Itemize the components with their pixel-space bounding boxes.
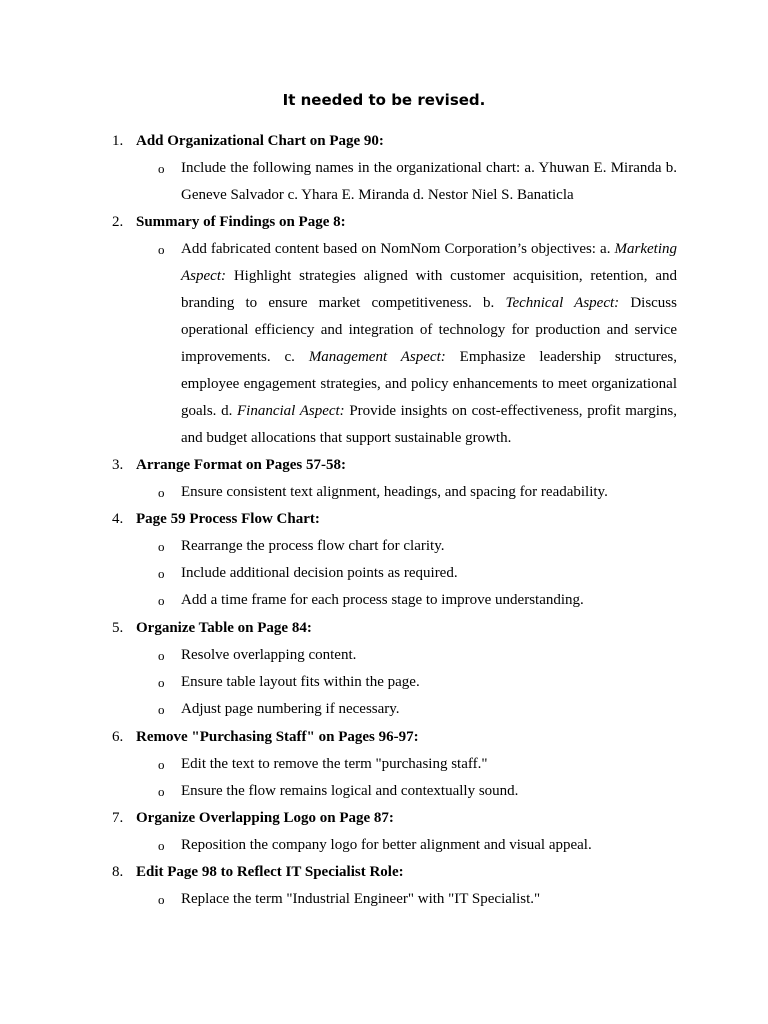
bullet-icon: o [158, 702, 165, 717]
item-heading [0, 615, 768, 642]
item-title: Summary of Findings on Page 8: [136, 214, 346, 230]
list-item [0, 615, 768, 723]
sub-item [0, 533, 768, 560]
item-title: Organize Overlapping Logo on Page 87: [136, 810, 394, 826]
sub-list [0, 642, 768, 723]
item-heading [0, 724, 768, 751]
sub-item [0, 832, 768, 859]
sub-item-text: Replace the term "Industrial Engineer" with "IT Specialist." [181, 891, 541, 907]
marketing-aspect-label: Marketing Aspect: [181, 241, 677, 284]
sub-item-text: Adjust page numbering if necessary. [181, 701, 400, 717]
sub-item [0, 886, 768, 913]
document-title: It needed to be revised. [282, 91, 486, 109]
sub-item-text: Include additional decision points as required. [181, 565, 458, 581]
item-title: Organize Table on Page 84: [136, 620, 312, 636]
item-number: 6. [112, 729, 124, 745]
bullet-icon: o [158, 539, 165, 554]
sub-item [0, 587, 768, 614]
bullet-icon: o [158, 757, 165, 772]
bullet-icon: o [158, 892, 165, 907]
sub-list [0, 479, 768, 506]
financial-aspect-text: Provide insights on cost-effectiveness, profit margins, and budget allocations that support sustainable growth. [181, 403, 677, 446]
bullet-icon: o [158, 784, 165, 799]
sub-item [0, 155, 768, 209]
list-item [0, 128, 768, 209]
list-item [0, 209, 768, 452]
item-heading [0, 209, 768, 236]
summary-intro: Add fabricated content based on NomNom Corporation’s objectives: a. [181, 241, 615, 257]
technical-aspect-label: Technical Aspect: [505, 295, 620, 311]
sub-item [0, 236, 768, 452]
item-number: 8. [112, 864, 124, 880]
sub-item [0, 642, 768, 669]
sub-list [0, 832, 768, 859]
list-item [0, 805, 768, 859]
bullet-icon: o [158, 242, 165, 257]
sub-list [0, 236, 768, 452]
sub-item-text: Reposition the company logo for better alignment and visual appeal. [181, 837, 592, 853]
item-title: Page 59 Process Flow Chart: [136, 511, 320, 527]
sub-item [0, 751, 768, 778]
item-number: 2. [112, 214, 124, 230]
sub-item-text: Ensure the flow remains logical and contextually sound. [181, 783, 519, 799]
sub-item [0, 669, 768, 696]
item-heading [0, 506, 768, 533]
sub-list [0, 886, 768, 913]
sub-item-text: Add a time frame for each process stage to improve understanding. [181, 592, 584, 608]
sub-item-text: Resolve overlapping content. [181, 647, 357, 663]
marketing-aspect-text: Highlight strategies aligned with customer acquisition, retention, and branding to ensure market competitiveness. b. [181, 268, 677, 311]
management-aspect-text: Emphasize leadership structures, employee engagement strategies, and policy enhancements to meet organizational goals. d. [181, 349, 677, 419]
sub-item [0, 778, 768, 805]
management-aspect-label: Management Aspect: [308, 349, 446, 365]
revision-list [0, 128, 768, 913]
bullet-icon: o [158, 485, 165, 500]
bullet-icon: o [158, 675, 165, 690]
item-title: Edit Page 98 to Reflect IT Specialist Role: [136, 864, 404, 880]
item-heading [0, 859, 768, 886]
item-number: 4. [112, 511, 124, 527]
item-title: Remove "Purchasing Staff" on Pages 96-97: [136, 729, 419, 745]
sub-item [0, 479, 768, 506]
sub-item-text: Ensure consistent text alignment, headings, and spacing for readability. [181, 484, 608, 500]
item-heading [0, 452, 768, 479]
list-item [0, 452, 768, 506]
sub-list [0, 751, 768, 805]
sub-item [0, 560, 768, 587]
item-title: Add Organizational Chart on Page 90: [136, 133, 384, 149]
list-item [0, 724, 768, 805]
bullet-icon: o [158, 593, 165, 608]
bullet-icon: o [158, 648, 165, 663]
list-item [0, 506, 768, 614]
sub-item [0, 696, 768, 723]
sub-list [0, 533, 768, 614]
item-heading [0, 128, 768, 155]
sub-item-text: Include the following names in the organizational chart: a. Yhuwan E. Miranda b. Geneve Salvador c. Yhara E. Miranda d. Nestor Niel S. Banaticla [181, 160, 677, 203]
bullet-icon: o [158, 566, 165, 581]
financial-aspect-label: Financial Aspect: [236, 403, 345, 419]
bullet-icon: o [158, 838, 165, 853]
item-number: 3. [112, 457, 124, 473]
bullet-icon: o [158, 161, 165, 176]
item-number: 1. [112, 133, 124, 149]
item-title: Arrange Format on Pages 57-58: [136, 457, 346, 473]
sub-item-text: Ensure table layout fits within the page. [181, 674, 420, 690]
item-heading [0, 805, 768, 832]
sub-item-text [181, 236, 677, 452]
technical-aspect-text: Discuss operational efficiency and integration of technology for production and service improvements. c. [181, 295, 677, 365]
item-number: 5. [112, 620, 124, 636]
item-number: 7. [112, 810, 124, 826]
sub-list [0, 155, 768, 209]
list-item [0, 859, 768, 913]
sub-item-text: Rearrange the process flow chart for clarity. [181, 538, 445, 554]
sub-item-text: Edit the text to remove the term "purchasing staff." [181, 756, 488, 772]
